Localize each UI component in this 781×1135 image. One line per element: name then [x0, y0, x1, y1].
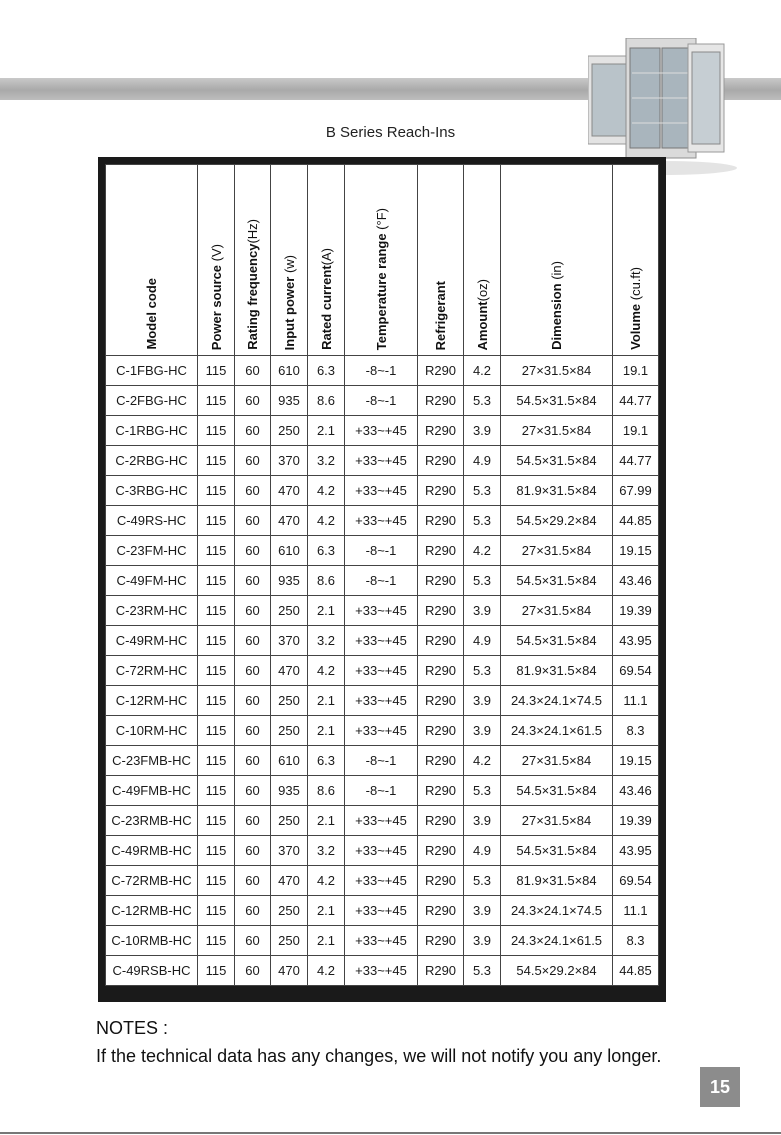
- table-cell: 3.9: [464, 896, 501, 926]
- column-header-unit: (oz): [474, 278, 490, 301]
- column-header-label: [628, 259, 643, 350]
- table-row: [106, 626, 659, 656]
- table-cell: 19.15: [613, 536, 659, 566]
- table-cell: 19.39: [613, 596, 659, 626]
- table-cell: +33~+45: [345, 596, 418, 626]
- model-code-cell: C-49RM-HC: [106, 626, 198, 656]
- column-header-unit: (w): [281, 254, 297, 273]
- table-row: [106, 956, 659, 986]
- table-cell: 2.1: [308, 416, 345, 446]
- column-header-name: Rating frequency: [245, 243, 260, 350]
- table-cell: R290: [418, 866, 464, 896]
- table-cell: 5.3: [464, 506, 501, 536]
- table-cell: 4.2: [308, 866, 345, 896]
- table-header-row: [106, 165, 659, 356]
- table-cell: +33~+45: [345, 896, 418, 926]
- table-cell: 60: [235, 596, 271, 626]
- column-header: [308, 165, 345, 356]
- table-cell: +33~+45: [345, 686, 418, 716]
- table-cell: 115: [198, 446, 235, 476]
- table-cell: R290: [418, 656, 464, 686]
- table-cell: 470: [271, 506, 308, 536]
- table-cell: 5.3: [464, 566, 501, 596]
- table-cell: +33~+45: [345, 656, 418, 686]
- table-cell: 54.5×31.5×84: [501, 626, 613, 656]
- column-header: [345, 165, 418, 356]
- table-cell: 250: [271, 926, 308, 956]
- table-cell: 2.1: [308, 686, 345, 716]
- column-header-label: [245, 211, 260, 350]
- column-header-name: Rated current: [318, 265, 334, 350]
- model-code-cell: C-23RM-HC: [106, 596, 198, 626]
- table-cell: 370: [271, 446, 308, 476]
- table-cell: R290: [418, 416, 464, 446]
- table-row: [106, 926, 659, 956]
- table-cell: R290: [418, 506, 464, 536]
- spec-table-frame: [98, 157, 666, 1002]
- table-cell: 115: [198, 416, 235, 446]
- model-code-cell: C-49RS-HC: [106, 506, 198, 536]
- table-cell: 115: [198, 746, 235, 776]
- model-code-cell: C-49FMB-HC: [106, 776, 198, 806]
- table-cell: 8.6: [308, 386, 345, 416]
- table-cell: 60: [235, 416, 271, 446]
- table-cell: 115: [198, 896, 235, 926]
- table-cell: 2.1: [308, 716, 345, 746]
- column-header-name: Volume: [628, 300, 643, 350]
- model-code-cell: C-72RMB-HC: [106, 866, 198, 896]
- table-cell: 8.6: [308, 776, 345, 806]
- table-cell: 3.2: [308, 836, 345, 866]
- table-cell: 60: [235, 896, 271, 926]
- table-cell: 60: [235, 746, 271, 776]
- column-header-label: [475, 271, 490, 351]
- table-cell: 67.99: [613, 476, 659, 506]
- column-header-label: [144, 270, 159, 350]
- table-cell: 370: [271, 626, 308, 656]
- model-code-cell: C-10RM-HC: [106, 716, 198, 746]
- table-cell: 5.3: [464, 866, 501, 896]
- table-cell: R290: [418, 896, 464, 926]
- table-row: [106, 506, 659, 536]
- table-cell: 43.95: [613, 836, 659, 866]
- table-cell: 250: [271, 716, 308, 746]
- table-cell: 8.3: [613, 926, 659, 956]
- table-cell: +33~+45: [345, 716, 418, 746]
- table-cell: 27×31.5×84: [501, 536, 613, 566]
- column-header-label: [549, 253, 564, 350]
- table-cell: 54.5×31.5×84: [501, 446, 613, 476]
- table-cell: 60: [235, 656, 271, 686]
- table-cell: 115: [198, 806, 235, 836]
- notes-body: If the technical data has any changes, we will not notify you any longer.: [96, 1046, 662, 1066]
- table-row: [106, 566, 659, 596]
- footer-divider: [0, 1132, 781, 1134]
- table-cell: 370: [271, 836, 308, 866]
- table-cell: 60: [235, 956, 271, 986]
- table-cell: 5.3: [464, 476, 501, 506]
- table-cell: 4.2: [464, 746, 501, 776]
- column-header-label: [209, 236, 224, 350]
- table-cell: 470: [271, 656, 308, 686]
- table-row: [106, 746, 659, 776]
- table-cell: R290: [418, 806, 464, 836]
- table-cell: +33~+45: [345, 476, 418, 506]
- model-code-cell: C-23RMB-HC: [106, 806, 198, 836]
- table-row: [106, 386, 659, 416]
- table-cell: 3.2: [308, 446, 345, 476]
- column-header: [271, 165, 308, 356]
- column-header: [198, 165, 235, 356]
- table-cell: 4.9: [464, 446, 501, 476]
- table-cell: 19.15: [613, 746, 659, 776]
- table-cell: 19.39: [613, 806, 659, 836]
- table-cell: 115: [198, 596, 235, 626]
- table-cell: 935: [271, 776, 308, 806]
- column-header-label: [374, 200, 389, 350]
- table-cell: 4.9: [464, 836, 501, 866]
- table-cell: 60: [235, 626, 271, 656]
- table-cell: 3.9: [464, 716, 501, 746]
- table-cell: 2.1: [308, 896, 345, 926]
- table-cell: 54.5×31.5×84: [501, 566, 613, 596]
- table-row: [106, 596, 659, 626]
- model-code-cell: C-1RBG-HC: [106, 416, 198, 446]
- column-header-unit: (cu.ft): [628, 267, 643, 301]
- table-cell: 115: [198, 566, 235, 596]
- table-cell: 250: [271, 896, 308, 926]
- table-cell: 3.2: [308, 626, 345, 656]
- column-header-name: Input power: [281, 272, 297, 350]
- model-code-cell: C-12RMB-HC: [106, 896, 198, 926]
- table-row: [106, 536, 659, 566]
- table-cell: -8~-1: [345, 356, 418, 386]
- table-cell: R290: [418, 926, 464, 956]
- model-code-cell: C-2RBG-HC: [106, 446, 198, 476]
- table-cell: 60: [235, 356, 271, 386]
- table-cell: 44.77: [613, 446, 659, 476]
- table-cell: R290: [418, 596, 464, 626]
- table-cell: +33~+45: [345, 446, 418, 476]
- table-cell: 19.1: [613, 356, 659, 386]
- table-cell: 60: [235, 476, 271, 506]
- table-cell: 69.54: [613, 866, 659, 896]
- table-row: [106, 806, 659, 836]
- table-cell: 8.6: [308, 566, 345, 596]
- model-code-cell: C-49FM-HC: [106, 566, 198, 596]
- table-cell: 24.3×24.1×74.5: [501, 896, 613, 926]
- table-cell: +33~+45: [345, 626, 418, 656]
- table-cell: R290: [418, 536, 464, 566]
- column-header: [613, 165, 659, 356]
- model-code-cell: C-3RBG-HC: [106, 476, 198, 506]
- table-row: [106, 476, 659, 506]
- column-header-label: [282, 247, 297, 350]
- column-header-unit: (in): [549, 261, 564, 280]
- table-cell: 4.2: [464, 356, 501, 386]
- table-cell: 69.54: [613, 656, 659, 686]
- table-cell: 3.9: [464, 806, 501, 836]
- table-cell: 60: [235, 686, 271, 716]
- spec-table: [105, 164, 659, 986]
- table-cell: 43.46: [613, 776, 659, 806]
- table-cell: 11.1: [613, 896, 659, 926]
- table-cell: +33~+45: [345, 926, 418, 956]
- table-cell: 250: [271, 806, 308, 836]
- table-cell: -8~-1: [345, 746, 418, 776]
- table-cell: 3.9: [464, 926, 501, 956]
- table-cell: 60: [235, 866, 271, 896]
- table-cell: 115: [198, 356, 235, 386]
- table-cell: 27×31.5×84: [501, 806, 613, 836]
- table-row: [106, 836, 659, 866]
- model-code-cell: C-10RMB-HC: [106, 926, 198, 956]
- table-cell: 27×31.5×84: [501, 416, 613, 446]
- table-cell: 5.3: [464, 776, 501, 806]
- table-body: [106, 356, 659, 986]
- column-header-unit: (V): [208, 243, 224, 262]
- table-cell: 115: [198, 926, 235, 956]
- model-code-cell: C-72RM-HC: [106, 656, 198, 686]
- table-cell: 3.9: [464, 416, 501, 446]
- table-cell: -8~-1: [345, 386, 418, 416]
- table-cell: 60: [235, 506, 271, 536]
- table-cell: R290: [418, 836, 464, 866]
- table-cell: 44.85: [613, 506, 659, 536]
- model-code-cell: C-49RMB-HC: [106, 836, 198, 866]
- table-cell: R290: [418, 686, 464, 716]
- table-cell: 935: [271, 386, 308, 416]
- table-row: [106, 416, 659, 446]
- table-cell: 60: [235, 386, 271, 416]
- table-cell: 470: [271, 866, 308, 896]
- table-cell: 5.3: [464, 656, 501, 686]
- table-cell: R290: [418, 956, 464, 986]
- table-cell: 19.1: [613, 416, 659, 446]
- page-number-badge: 15: [700, 1067, 740, 1107]
- table-cell: 4.2: [308, 476, 345, 506]
- table-cell: 60: [235, 446, 271, 476]
- table-cell: 2.1: [308, 806, 345, 836]
- table-cell: 115: [198, 716, 235, 746]
- table-cell: 3.9: [464, 596, 501, 626]
- table-cell: 250: [271, 596, 308, 626]
- table-cell: 4.2: [308, 506, 345, 536]
- table-cell: 935: [271, 566, 308, 596]
- table-cell: 44.77: [613, 386, 659, 416]
- column-header: [464, 165, 501, 356]
- column-header: [106, 165, 198, 356]
- table-cell: R290: [418, 476, 464, 506]
- table-cell: 60: [235, 806, 271, 836]
- table-cell: 3.9: [464, 686, 501, 716]
- table-row: [106, 656, 659, 686]
- table-row: [106, 716, 659, 746]
- table-cell: 610: [271, 356, 308, 386]
- table-cell: 54.5×31.5×84: [501, 836, 613, 866]
- table-cell: 115: [198, 506, 235, 536]
- table-cell: 470: [271, 956, 308, 986]
- table-cell: 115: [198, 386, 235, 416]
- table-cell: 60: [235, 776, 271, 806]
- model-code-cell: C-23FM-HC: [106, 536, 198, 566]
- table-cell: R290: [418, 746, 464, 776]
- table-cell: 115: [198, 686, 235, 716]
- table-cell: 115: [198, 866, 235, 896]
- table-cell: 60: [235, 536, 271, 566]
- table-cell: 43.46: [613, 566, 659, 596]
- column-header-name: Refrigerant: [433, 280, 448, 350]
- table-row: [106, 356, 659, 386]
- table-cell: 6.3: [308, 746, 345, 776]
- model-code-cell: C-1FBG-HC: [106, 356, 198, 386]
- table-cell: 115: [198, 626, 235, 656]
- table-cell: 54.5×31.5×84: [501, 386, 613, 416]
- table-cell: 24.3×24.1×74.5: [501, 686, 613, 716]
- table-cell: -8~-1: [345, 536, 418, 566]
- table-cell: 60: [235, 926, 271, 956]
- table-cell: 5.3: [464, 386, 501, 416]
- table-cell: 60: [235, 836, 271, 866]
- table-cell: +33~+45: [345, 866, 418, 896]
- table-cell: 54.5×31.5×84: [501, 776, 613, 806]
- table-cell: 43.95: [613, 626, 659, 656]
- table-row: [106, 686, 659, 716]
- table-cell: 5.3: [464, 956, 501, 986]
- table-cell: 6.3: [308, 536, 345, 566]
- column-header-label: [319, 240, 334, 350]
- table-cell: +33~+45: [345, 956, 418, 986]
- table-cell: 2.1: [308, 596, 345, 626]
- column-header: [501, 165, 613, 356]
- series-title: B Series Reach-Ins: [325, 124, 456, 141]
- table-cell: 11.1: [613, 686, 659, 716]
- table-cell: 470: [271, 476, 308, 506]
- table-cell: 2.1: [308, 926, 345, 956]
- model-code-cell: C-2FBG-HC: [106, 386, 198, 416]
- table-cell: 115: [198, 476, 235, 506]
- column-header-unit: (Hz): [245, 219, 260, 244]
- table-cell: -8~-1: [345, 566, 418, 596]
- table-cell: 54.5×29.2×84: [501, 956, 613, 986]
- table-cell: 6.3: [308, 356, 345, 386]
- table-cell: 610: [271, 536, 308, 566]
- table-cell: 60: [235, 716, 271, 746]
- column-header: [418, 165, 464, 356]
- table-cell: 115: [198, 956, 235, 986]
- table-cell: R290: [418, 386, 464, 416]
- column-header-name: Temperature range: [373, 229, 389, 350]
- table-cell: +33~+45: [345, 836, 418, 866]
- table-row: [106, 896, 659, 926]
- table-cell: 4.2: [308, 956, 345, 986]
- column-header-name: Model code: [144, 278, 159, 350]
- table-cell: 60: [235, 566, 271, 596]
- table-row: [106, 446, 659, 476]
- table-cell: 24.3×24.1×61.5: [501, 926, 613, 956]
- table-cell: 250: [271, 416, 308, 446]
- table-cell: 8.3: [613, 716, 659, 746]
- table-cell: 610: [271, 746, 308, 776]
- model-code-cell: C-12RM-HC: [106, 686, 198, 716]
- table-cell: 115: [198, 656, 235, 686]
- table-cell: 115: [198, 836, 235, 866]
- table-cell: 115: [198, 776, 235, 806]
- model-code-cell: C-23FMB-HC: [106, 746, 198, 776]
- table-cell: 4.2: [308, 656, 345, 686]
- column-header-name: Amount: [474, 300, 490, 350]
- model-code-cell: C-49RSB-HC: [106, 956, 198, 986]
- table-cell: R290: [418, 716, 464, 746]
- table-cell: R290: [418, 776, 464, 806]
- table-cell: 24.3×24.1×61.5: [501, 716, 613, 746]
- table-row: [106, 866, 659, 896]
- column-header-unit: (A): [318, 248, 334, 266]
- table-cell: R290: [418, 566, 464, 596]
- column-header-name: Dimension: [549, 279, 564, 350]
- table-cell: R290: [418, 446, 464, 476]
- table-cell: 44.85: [613, 956, 659, 986]
- table-cell: 81.9×31.5×84: [501, 476, 613, 506]
- table-cell: +33~+45: [345, 806, 418, 836]
- table-cell: R290: [418, 626, 464, 656]
- column-header: [235, 165, 271, 356]
- table-cell: R290: [418, 356, 464, 386]
- column-header-name: Power source: [208, 261, 224, 350]
- table-cell: 27×31.5×84: [501, 746, 613, 776]
- table-cell: -8~-1: [345, 776, 418, 806]
- table-cell: 81.9×31.5×84: [501, 656, 613, 686]
- table-cell: 54.5×29.2×84: [501, 506, 613, 536]
- table-row: [106, 776, 659, 806]
- notes-title: NOTES :: [96, 1018, 169, 1038]
- table-cell: +33~+45: [345, 506, 418, 536]
- table-cell: 27×31.5×84: [501, 356, 613, 386]
- table-cell: 81.9×31.5×84: [501, 866, 613, 896]
- table-cell: 27×31.5×84: [501, 596, 613, 626]
- table-cell: 115: [198, 536, 235, 566]
- column-header-unit: (°F): [373, 207, 389, 230]
- table-cell: 250: [271, 686, 308, 716]
- table-cell: 4.9: [464, 626, 501, 656]
- table-cell: 4.2: [464, 536, 501, 566]
- table-cell: +33~+45: [345, 416, 418, 446]
- column-header-label: [433, 273, 448, 350]
